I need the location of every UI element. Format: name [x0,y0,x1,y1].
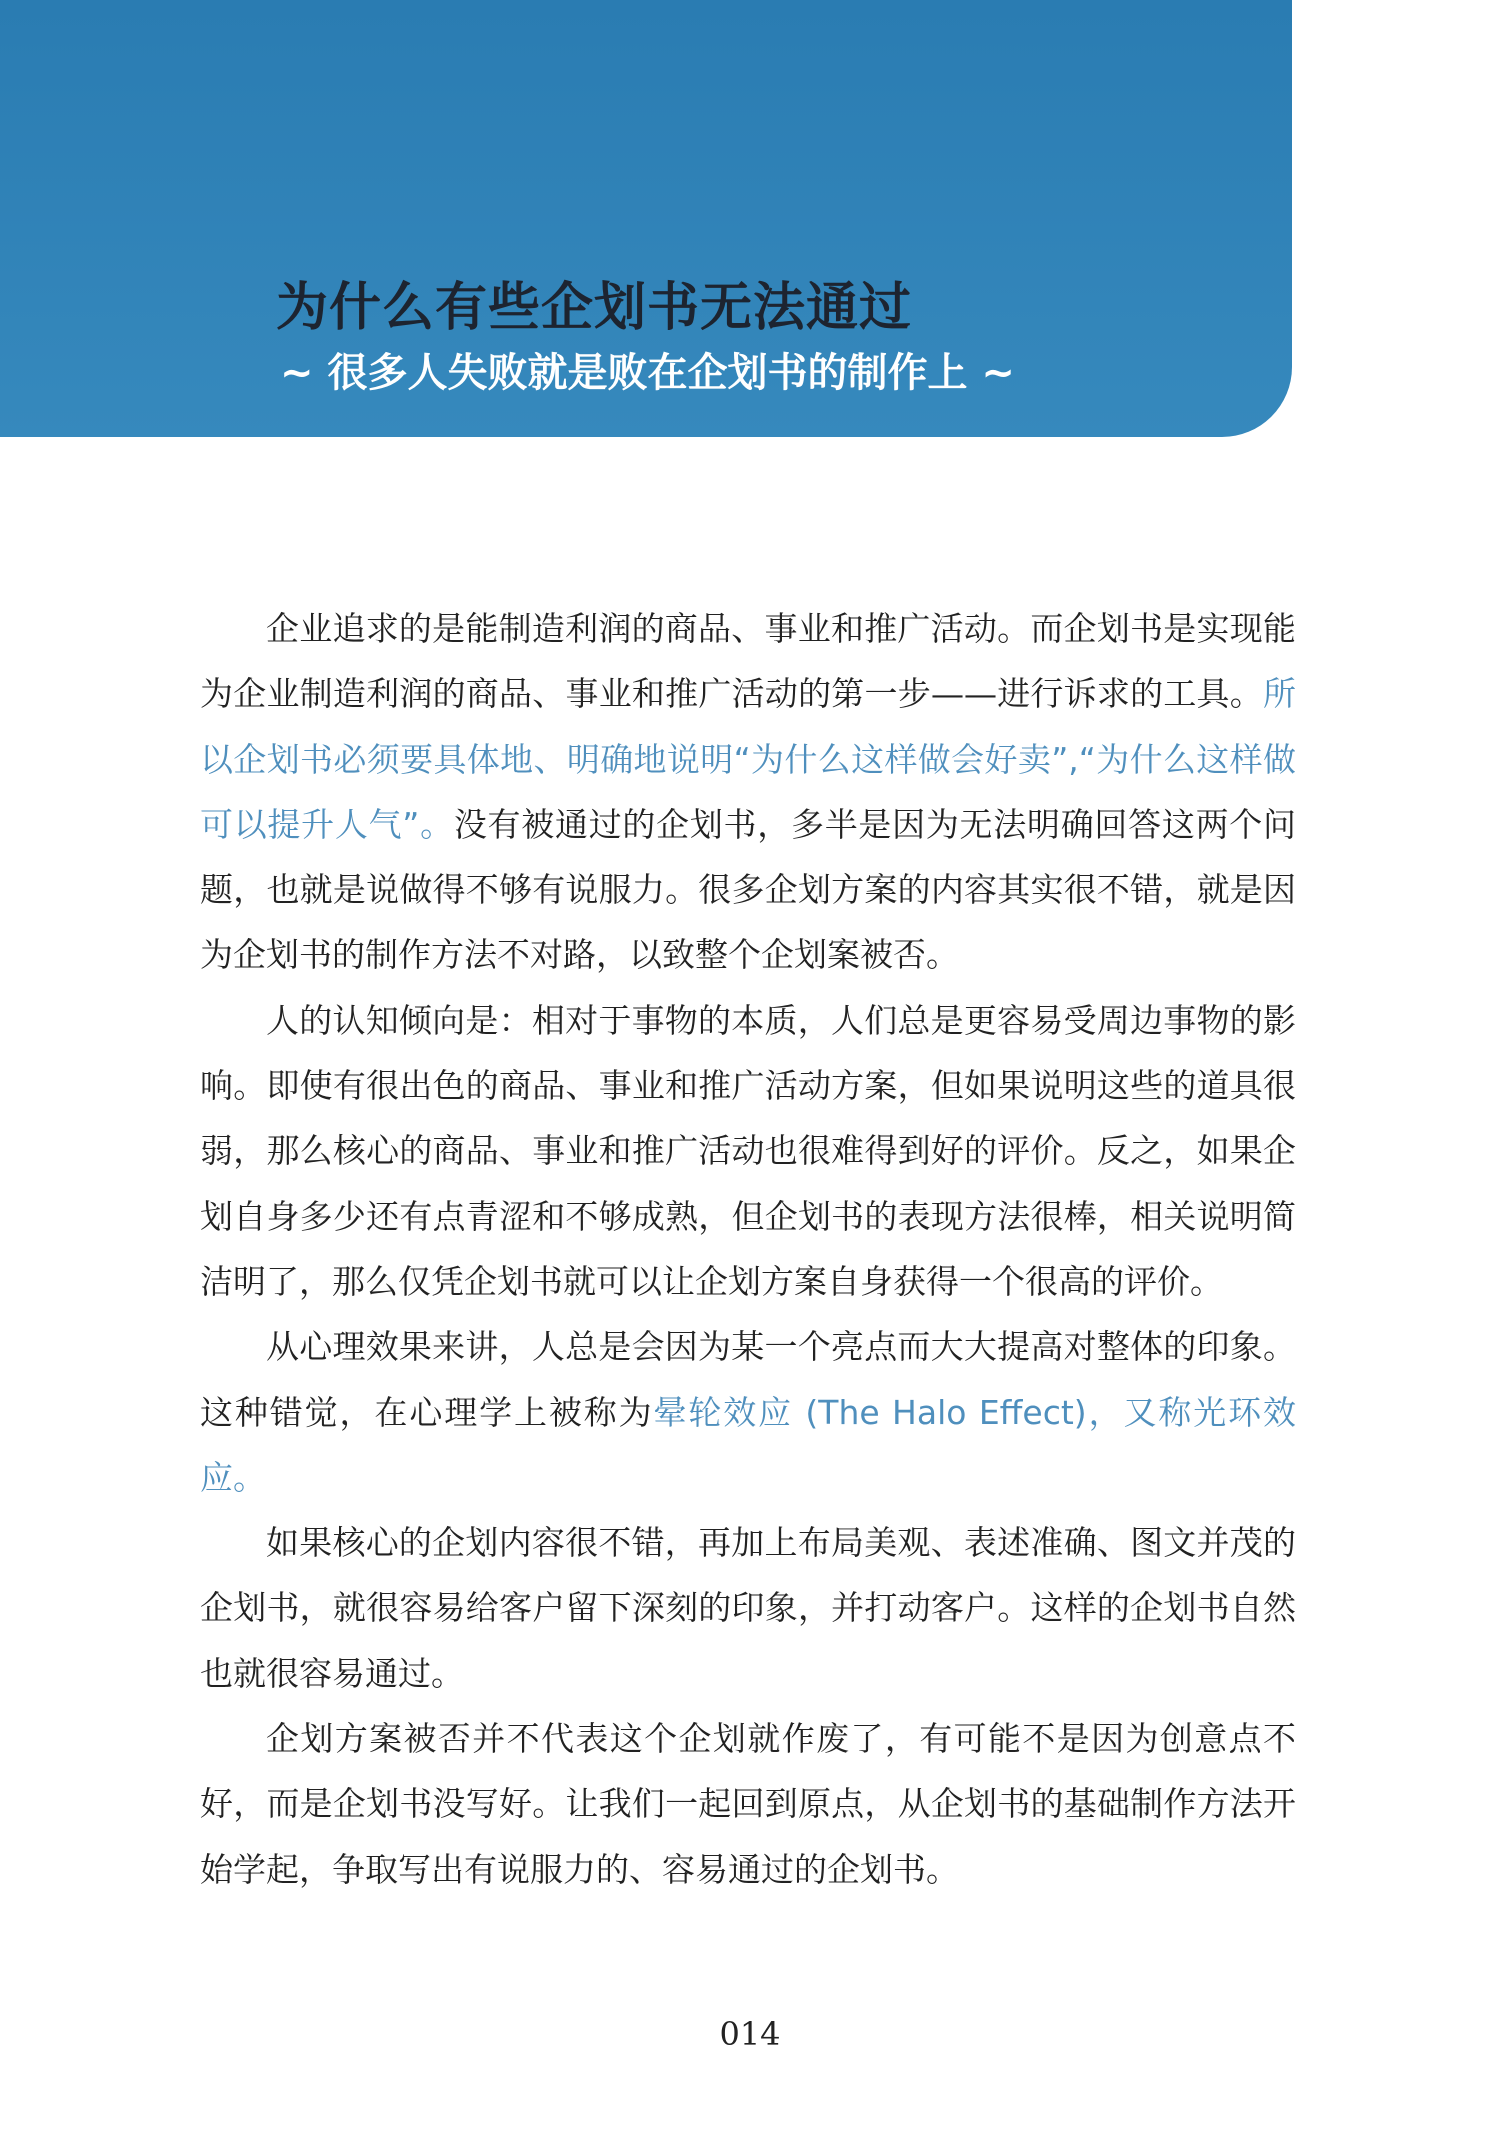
page-number: 014 [719,2015,781,2053]
chapter-title: 为什么有些企划书无法通过 [276,278,913,338]
paragraph-1-text-b: 没有被通过的企划书，多半是因为无法明确回答这两个问题，也就是说做得不够有说服力。很多企划方案的内容其实很不错，就是因为企划书的制作方法不对路，以致整个企划案被否。 [200,804,1296,975]
body-text [200,596,1296,1902]
chapter-subtitle: ~ 很多人失败就是败在企划书的制作上 ~ [280,350,1015,396]
paragraph-3-text-a: 从心理效果来讲，人总是会因为某一个亮点而大大提高对整体的印象。这种错觉，在心理学上被称为 [200,1327,1296,1432]
paragraph-1-text-a: 企业追求的是能制造利润的商品、事业和推广活动。而企划书是实现能为企业制造利润的商品、事业和推广活动的第一步——进行诉求的工具。 [200,609,1296,714]
paragraph-4: 如果核心的企划内容很不错，再加上布局美观、表述准确、图文并茂的企划书，就很容易给客户留下深刻的印象，并打动客户。这样的企划书自然也就很容易通过。 [200,1523,1296,1693]
paragraph-3-highlight: 晕轮效应 (The Halo Effect)，又称光环效应。 [200,1392,1296,1497]
chapter-header-band [0,0,1292,437]
paragraph-5: 企划方案被否并不代表这个企划就作废了，有可能不是因为创意点不好，而是企划书没写好。让我们一起回到原点，从企划书的基础制作方法开始学起，争取写出有说服力的、容易通过的企划书。 [200,1719,1296,1889]
paragraph-1-highlight: 所以企划书必须要具体地、明确地说明“为什么这样做会好卖”,“为什么这样做可以提升人气”。 [200,674,1296,844]
paragraph-2: 人的认知倾向是：相对于事物的本质，人们总是更容易受周边事物的影响。即使有很出色的商品、事业和推广活动方案，但如果说明这些的道具很弱，那么核心的商品、事业和推广活动也很难得到好的评价。反之，如果企划自身多少还有点青涩和不够成熟，但企划书的表现方法很棒，相关说明简洁明了，那么仅凭企划书就可以让企划方案自身获得一个很高的评价。 [200,1000,1296,1301]
paragraph-3 [200,1314,1296,1510]
paragraph-1 [200,596,1296,988]
